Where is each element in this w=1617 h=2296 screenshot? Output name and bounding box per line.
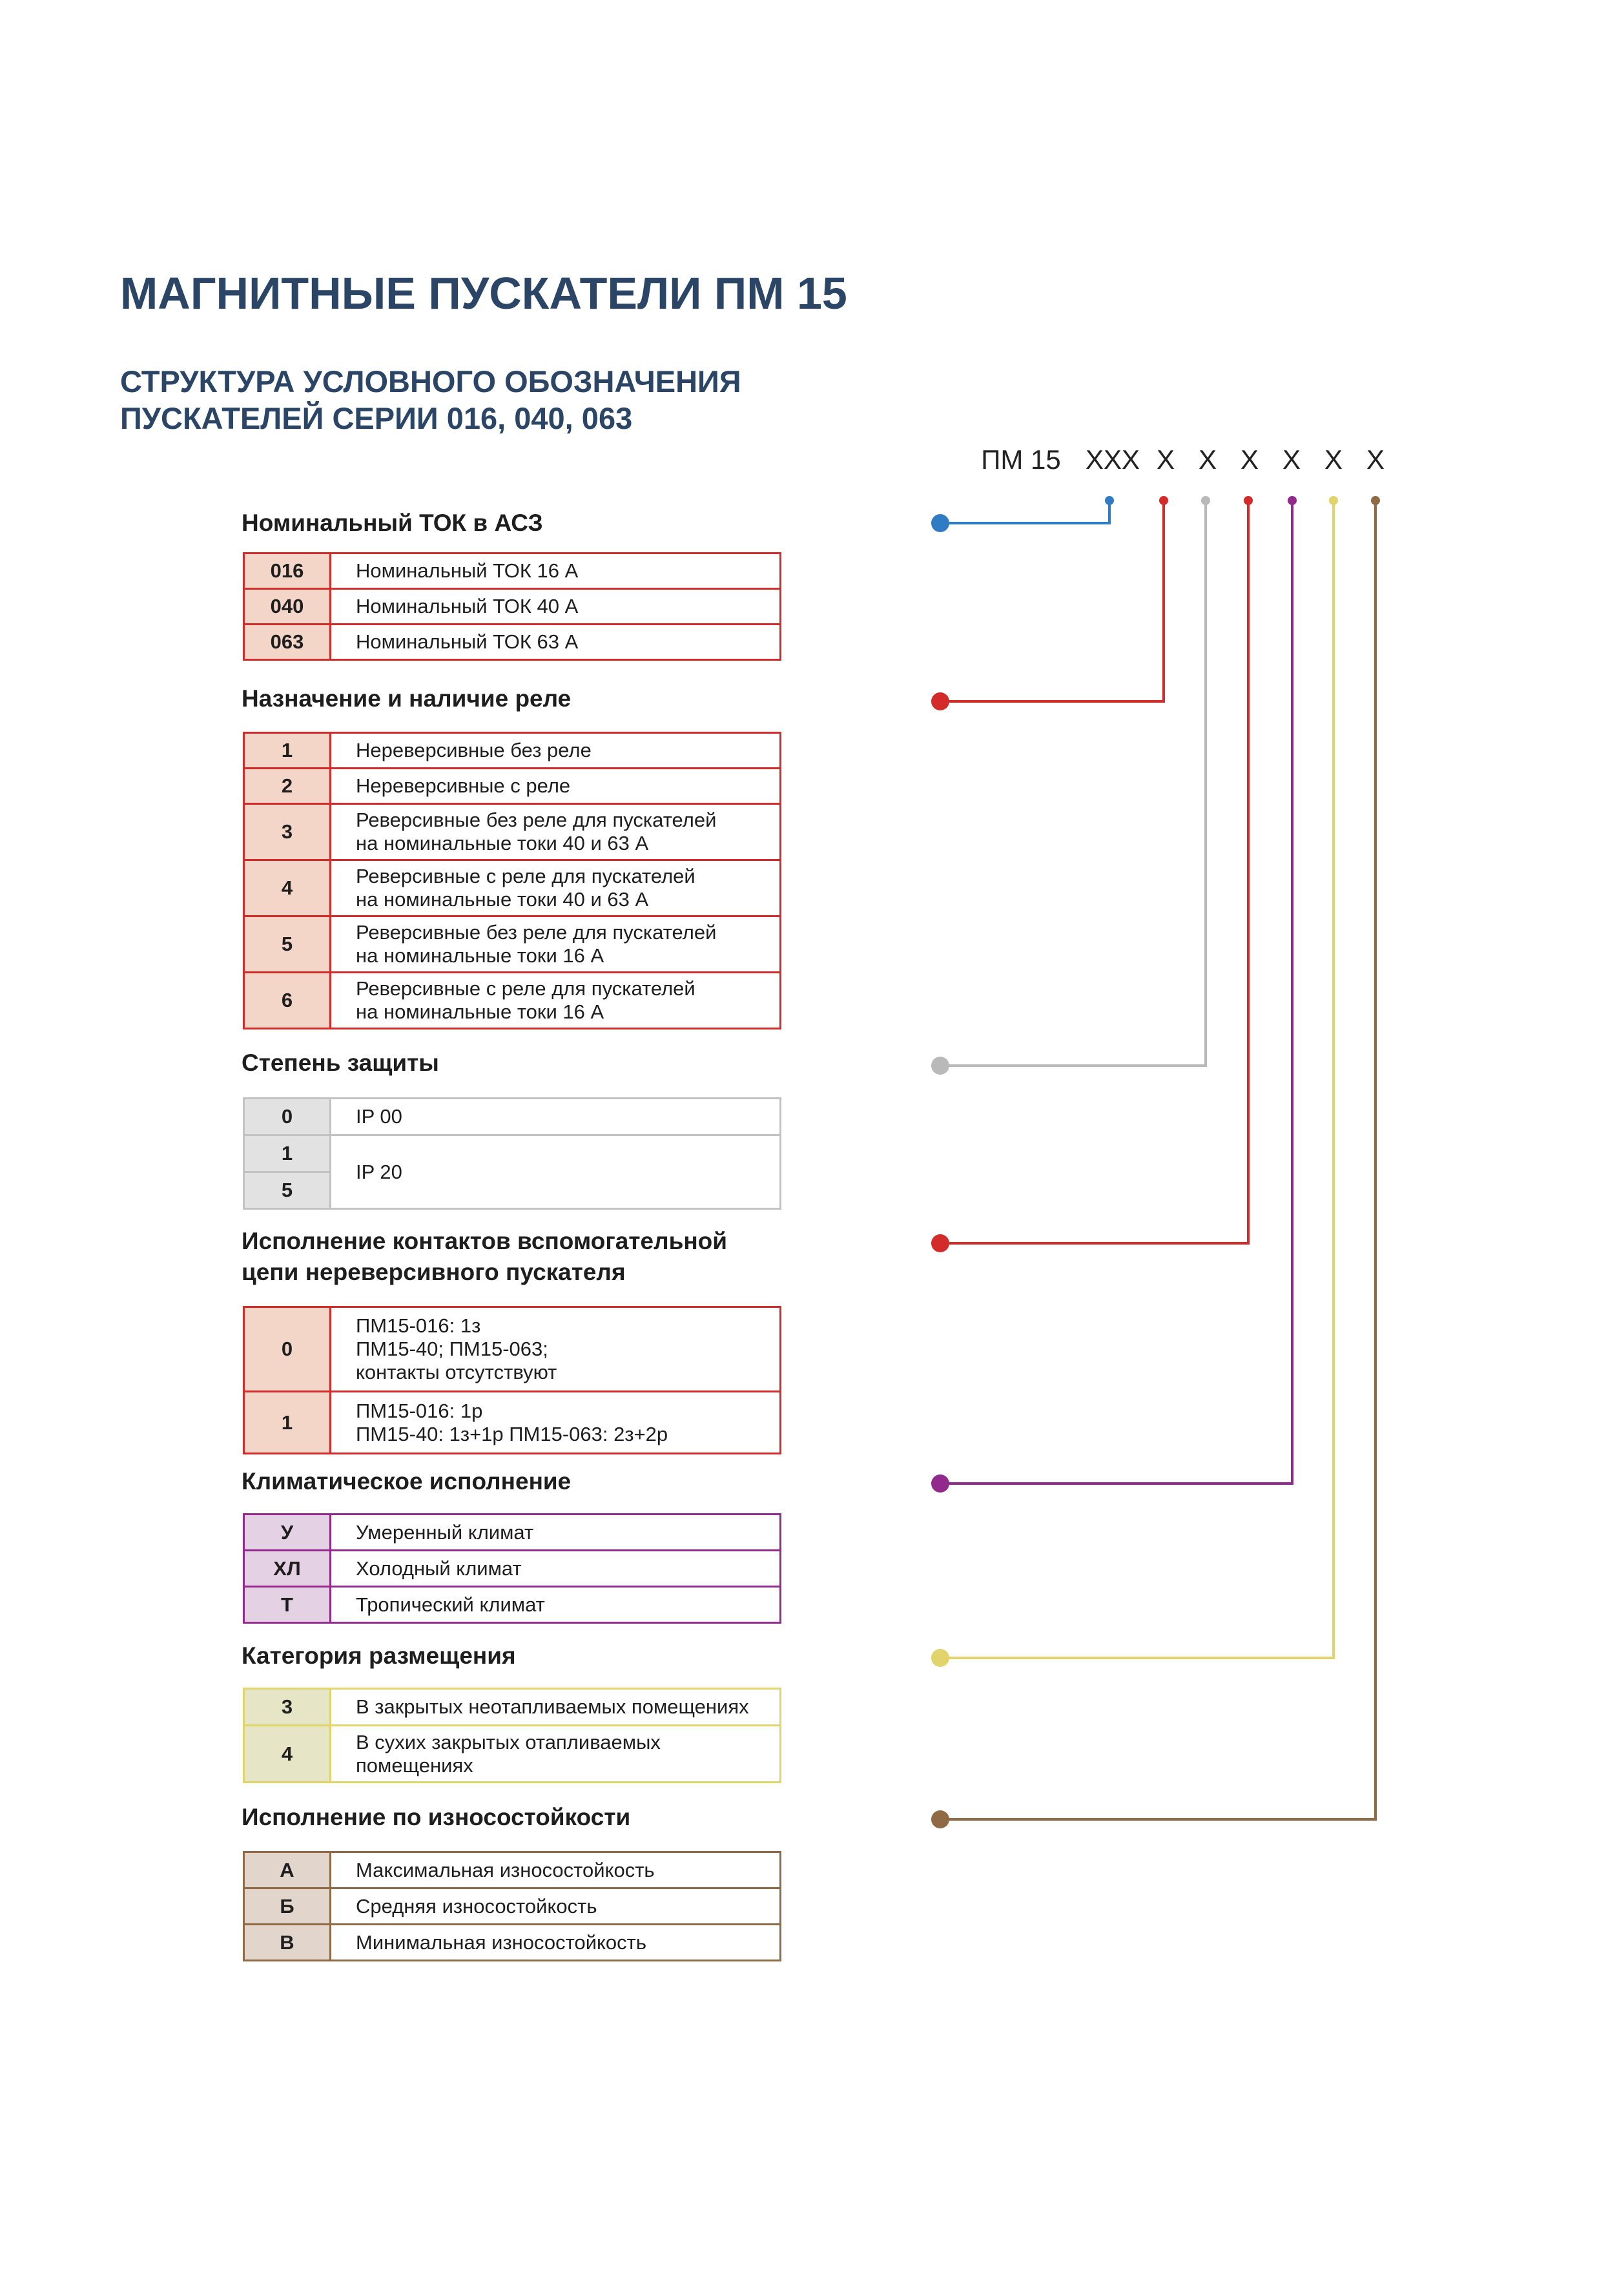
row-description: Тропический климат (331, 1587, 781, 1623)
section-title-placement: Категория размещения (242, 1642, 516, 1669)
table-row (244, 1099, 781, 1135)
row-code: 1 (244, 733, 331, 769)
row-description-line: на номинальные токи 40 и 63 А (356, 832, 649, 854)
connector-relay (940, 501, 1164, 701)
bullet-current (931, 514, 949, 532)
row-description: IP 20 (331, 1135, 781, 1209)
code-position-current: XXX (1085, 444, 1140, 475)
row-code: 4 (244, 1726, 331, 1783)
row-code: 063 (244, 625, 331, 660)
code-position-protection: X (1198, 444, 1217, 475)
row-code: У (244, 1515, 331, 1551)
code-dot-protection (1201, 496, 1210, 505)
row-code: 3 (244, 804, 331, 860)
table-row (244, 1515, 781, 1551)
section-title-relay: Назначение и наличие реле (242, 685, 572, 712)
code-prefix: ПМ 15 (981, 444, 1061, 475)
row-description-line: ПМ15-40: 1з+1р ПМ15-063: 2з+2р (356, 1422, 668, 1445)
row-code: Б (244, 1888, 331, 1925)
row-description-line: Реверсивные без реле для пускателей (356, 921, 717, 944)
bullet-protection (931, 1057, 949, 1075)
row-description (331, 804, 781, 860)
row-code: 016 (244, 553, 331, 589)
code-position-relay: X (1156, 444, 1175, 475)
row-code: 4 (244, 860, 331, 916)
row-description (331, 1726, 781, 1783)
code-position-contacts: X (1240, 444, 1259, 475)
code-position-wear: X (1366, 444, 1385, 475)
row-description-line: В сухих закрытых отапливаемых (356, 1730, 661, 1753)
table-row (244, 1726, 781, 1783)
row-description: Нереверсивные без реле (331, 733, 781, 769)
table-row (244, 1689, 781, 1726)
row-code: 0 (244, 1099, 331, 1135)
row-description: Холодный климат (331, 1551, 781, 1587)
code-position-climate: X (1282, 444, 1301, 475)
section-title-wear: Исполнение по износостойкости (242, 1804, 631, 1830)
row-code: Т (244, 1587, 331, 1623)
section-title-line: Исполнение контактов вспомогательной (242, 1228, 728, 1254)
row-code: 040 (244, 589, 331, 625)
row-code: В (244, 1925, 331, 1961)
row-description-line: ПМ15-40; ПМ15-063; (356, 1338, 548, 1360)
table-row (244, 1925, 781, 1961)
row-description-line: на номинальные токи 40 и 63 А (356, 888, 649, 911)
row-description: Средняя износостойкость (331, 1888, 781, 1925)
section-title-line: цепи нереверсивного пускателя (242, 1259, 626, 1285)
row-description-line: Реверсивные без реле для пускателей (356, 809, 717, 831)
row-code: 1 (244, 1392, 331, 1454)
section-title-climate: Климатическое исполнение (242, 1468, 572, 1494)
row-description-line: Реверсивные с реле для пускателей (356, 865, 695, 887)
row-code: 1 (244, 1135, 331, 1172)
section-title-contacts (242, 1226, 727, 1288)
row-description (331, 916, 781, 973)
row-description-line: Реверсивные с реле для пускателей (356, 977, 695, 1000)
table-contacts (243, 1306, 781, 1454)
code-dot-relay (1159, 496, 1168, 505)
code-dot-climate (1288, 496, 1297, 505)
table-row (244, 1551, 781, 1587)
row-description (331, 973, 781, 1029)
row-description: Номинальный ТОК 40 А (331, 589, 781, 625)
row-description (331, 1392, 781, 1454)
page-title: МАГНИТНЫЕ ПУСКАТЕЛИ ПМ 15 (120, 268, 847, 318)
bullet-climate (931, 1474, 949, 1493)
row-description: Номинальный ТОК 16 А (331, 553, 781, 589)
bullet-contacts (931, 1234, 949, 1252)
table-climate (243, 1513, 781, 1624)
table-row (244, 1888, 781, 1925)
code-dot-placement (1329, 496, 1338, 505)
bullet-wear (931, 1810, 949, 1828)
row-code: 3 (244, 1689, 331, 1726)
row-description: Максимальная износостойкость (331, 1852, 781, 1888)
row-code: 5 (244, 916, 331, 973)
row-description (331, 860, 781, 916)
table-row (244, 916, 781, 973)
row-description-line: контакты отсутствуют (356, 1361, 557, 1383)
row-description-line: ПМ15-016: 1з (356, 1314, 481, 1337)
table-wear (243, 1851, 781, 1961)
row-code: 6 (244, 973, 331, 1029)
connector-protection (940, 501, 1206, 1066)
row-code: 5 (244, 1172, 331, 1209)
table-row (244, 589, 781, 625)
table-placement (243, 1688, 781, 1783)
section-title-protection: Степень защиты (242, 1050, 439, 1076)
table-row (244, 1852, 781, 1888)
bullet-placement (931, 1649, 949, 1667)
row-description: Минимальная износостойкость (331, 1925, 781, 1961)
row-code: А (244, 1852, 331, 1888)
bullet-relay (931, 692, 949, 710)
table-row (244, 733, 781, 769)
subtitle-line-2: ПУСКАТЕЛЕЙ СЕРИИ 016, 040, 063 (120, 401, 633, 435)
row-description (331, 1307, 781, 1392)
table-row (244, 1587, 781, 1623)
table-row (244, 860, 781, 916)
row-description: Нереверсивные с реле (331, 769, 781, 804)
section-title-rated-current: Номинальный ТОК в АСЗ (242, 510, 543, 536)
code-dot-current (1105, 496, 1114, 505)
table-row (244, 973, 781, 1029)
row-code: 0 (244, 1307, 331, 1392)
connector-contacts (940, 501, 1248, 1243)
table-protection (243, 1097, 781, 1210)
row-description-line: на номинальные токи 16 А (356, 1000, 604, 1023)
row-description: Умеренный климат (331, 1515, 781, 1551)
table-row (244, 553, 781, 589)
code-position-placement: X (1324, 444, 1343, 475)
row-description-line: на номинальные токи 16 А (356, 944, 604, 967)
code-dot-wear (1371, 496, 1380, 505)
row-description: IP 00 (331, 1099, 781, 1135)
row-code: ХЛ (244, 1551, 331, 1587)
table-row (244, 769, 781, 804)
table-row (244, 804, 781, 860)
row-description-line: помещениях (356, 1753, 473, 1777)
connector-current (940, 501, 1109, 523)
code-dot-contacts (1244, 496, 1253, 505)
connector-climate (940, 501, 1292, 1484)
subtitle-line-1: СТРУКТУРА УСЛОВНОГО ОБОЗНАЧЕНИЯ (120, 364, 741, 398)
row-description-line: ПМ15-016: 1р (356, 1399, 483, 1422)
table-relay (243, 732, 781, 1029)
connector-wear (940, 501, 1375, 1819)
table-row (244, 1307, 781, 1392)
row-code: 2 (244, 769, 331, 804)
table-row (244, 1135, 781, 1172)
table-row (244, 1392, 781, 1454)
row-description: Номинальный ТОК 63 А (331, 625, 781, 660)
table-rated-current (243, 552, 781, 661)
table-row (244, 625, 781, 660)
row-description: В закрытых неотапливаемых помещениях (331, 1689, 781, 1726)
